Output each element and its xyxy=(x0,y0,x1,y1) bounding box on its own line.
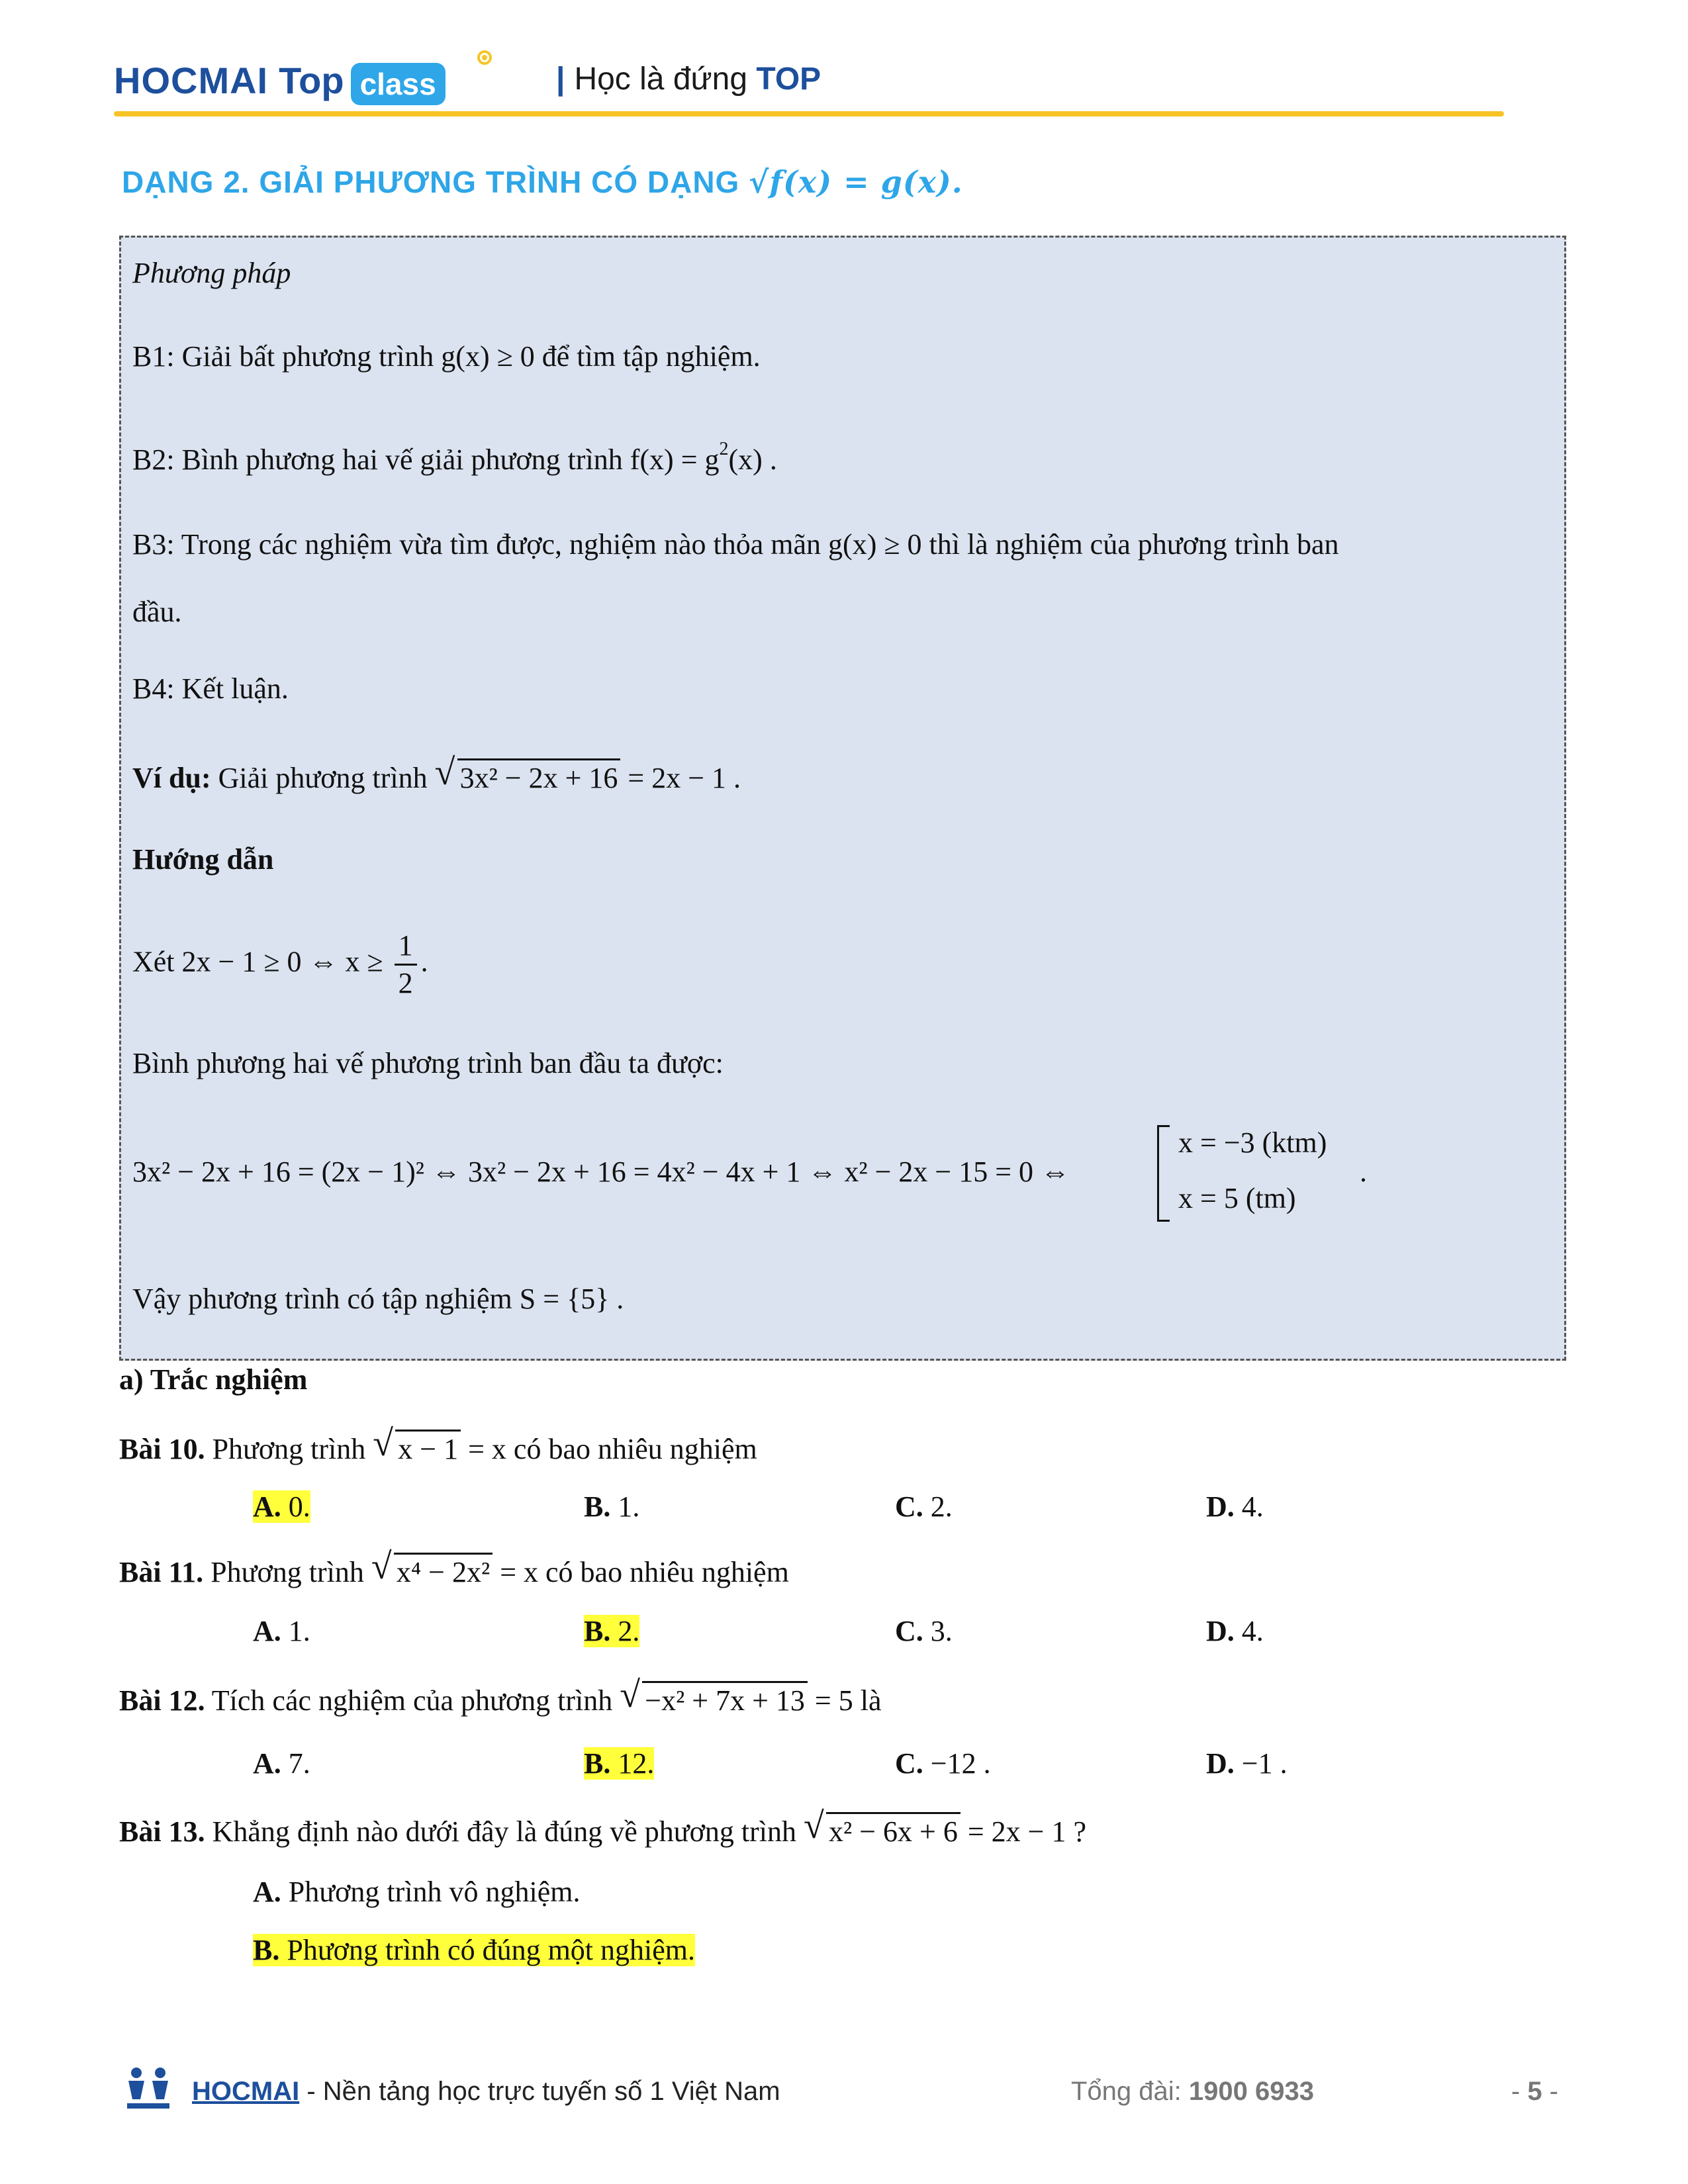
example-line xyxy=(132,752,741,796)
header-underline xyxy=(114,111,1504,116)
radical-sign-icon: √ xyxy=(620,1674,640,1715)
section-title-text: DẠNG 2. GIẢI PHƯƠNG TRÌNH CÓ DẠNG xyxy=(122,165,749,199)
logo-hocmai-text: HOCMAI xyxy=(114,59,269,101)
q11-option-b-value: 2. xyxy=(610,1615,640,1647)
chain-tail: . xyxy=(1360,1156,1367,1188)
q10-option-d-value: 4. xyxy=(1234,1490,1264,1523)
q12-option-c[interactable] xyxy=(895,1746,991,1782)
q12-option-d[interactable] xyxy=(1206,1746,1288,1782)
case-bracket xyxy=(1157,1125,1170,1222)
q12-option-a-value: 7. xyxy=(281,1747,310,1780)
question-10-text: Phương trình xyxy=(205,1433,373,1465)
page-number-suffix: - xyxy=(1542,2077,1558,2106)
step-b2-tail: . xyxy=(762,443,777,476)
step-b2 xyxy=(132,432,777,478)
q13-option-b-key: B. xyxy=(253,1934,280,1966)
question-12-after: = 5 là xyxy=(807,1684,882,1717)
question-12-label: Bài 12. xyxy=(119,1684,205,1717)
step-b1-formula: g(x) ≥ 0 xyxy=(441,340,535,373)
question-10-after: = x có bao nhiêu nghiệm xyxy=(461,1433,757,1465)
q11-option-d-key: D. xyxy=(1206,1615,1235,1647)
q11-option-a[interactable] xyxy=(253,1614,310,1649)
xet-line xyxy=(132,928,428,1001)
q10-option-c-value: 2. xyxy=(923,1490,953,1523)
question-13-radicand: x² − 6x + 6 xyxy=(826,1812,961,1850)
method-heading: Phương pháp xyxy=(132,257,291,289)
xet-tail: . xyxy=(420,945,428,978)
question-11-after: = x có bao nhiêu nghiệm xyxy=(492,1556,789,1588)
question-13-label: Bài 13. xyxy=(119,1815,205,1848)
xet-text: Xét 2x − 1 ≥ 0 ⇔ x ≥ xyxy=(132,945,391,978)
q10-option-c[interactable] xyxy=(895,1489,953,1525)
page-header xyxy=(114,44,1504,116)
q11-option-d-value: 4. xyxy=(1234,1615,1264,1647)
guide-heading: Hướng dẫn xyxy=(132,843,274,876)
fraction-denominator: 2 xyxy=(398,967,413,999)
q11-option-b[interactable] xyxy=(584,1614,639,1649)
q12-option-a-key: A. xyxy=(253,1747,281,1780)
radical-sign-icon: √ xyxy=(373,1423,393,1464)
q13-option-a-value: Phương trình vô nghiệm. xyxy=(281,1876,581,1908)
q10-option-b-value: 1. xyxy=(610,1490,640,1523)
question-13-radical xyxy=(804,1805,961,1850)
hotline-label: Tổng đài: xyxy=(1071,2077,1189,2106)
q12-option-d-key: D. xyxy=(1206,1747,1235,1780)
fraction-numerator: 1 xyxy=(395,928,417,966)
slogan-divider: | xyxy=(556,62,565,97)
q10-option-a[interactable] xyxy=(253,1489,310,1525)
question-12-text: Tích các nghiệm của phương trình xyxy=(205,1684,620,1717)
hocmai-people-logo-icon xyxy=(122,2065,175,2111)
footer-hotline xyxy=(1071,2077,1314,2107)
q11-option-c-value: 3. xyxy=(923,1615,953,1647)
page-number-value: 5 xyxy=(1527,2077,1542,2106)
step-b2-formula-sup: 2 xyxy=(719,439,729,459)
example-radical xyxy=(434,752,621,796)
question-13 xyxy=(119,1805,1087,1850)
hocmai-topclass-logo xyxy=(114,44,445,116)
q10-option-a-key: A. xyxy=(253,1490,281,1523)
radical-sign-icon: √ xyxy=(434,752,455,793)
page-number-prefix: - xyxy=(1511,2077,1528,2106)
q12-option-b-value: 12. xyxy=(610,1747,655,1780)
q10-option-b-key: B. xyxy=(584,1490,611,1523)
section-title xyxy=(122,164,963,200)
step-b4: B4: Kết luận. xyxy=(132,672,289,705)
equation-chain: 3x² − 2x + 16 = (2x − 1)² ⇔ 3x² − 2x + 16 = 4x² − 4x + 1 ⇔ x² − 2x − 15 = 0 ⇔ xyxy=(132,1156,1070,1188)
step-b2-formula-b: (x) xyxy=(728,443,763,476)
q13-option-b[interactable] xyxy=(253,1933,695,1968)
question-13-after: = 2x − 1 ? xyxy=(960,1815,1087,1848)
sun-icon xyxy=(475,48,494,68)
q10-option-d[interactable] xyxy=(1206,1489,1264,1525)
q10-option-d-key: D. xyxy=(1206,1490,1235,1523)
step-b3-tail: thì là nghiệm của phương trình ban xyxy=(921,528,1339,561)
quiz-heading: a) Trắc nghiệm xyxy=(119,1363,308,1396)
step-b2-text: B2: Bình phương hai vế giải phương trình xyxy=(132,443,630,476)
radical-sign-icon: √ xyxy=(804,1805,824,1846)
footer-tagline xyxy=(192,2077,780,2107)
step-b2-formula-a: f(x) = g xyxy=(630,443,720,476)
logo-top-text: Top xyxy=(279,59,344,101)
question-10 xyxy=(119,1423,757,1467)
q13-option-b-value: Phương trình có đúng một nghiệm. xyxy=(279,1934,696,1966)
question-11-text: Phương trình xyxy=(203,1556,371,1588)
section-title-formula: √f(x) = g(x). xyxy=(749,164,963,200)
page-footer xyxy=(122,2065,1565,2111)
q11-option-a-key: A. xyxy=(253,1615,281,1647)
fraction-one-half xyxy=(395,928,417,1001)
radical-sign-icon: √ xyxy=(371,1546,392,1587)
q11-option-c-key: C. xyxy=(895,1615,923,1647)
hotline-number: 1900 6933 xyxy=(1188,2077,1314,2106)
q10-option-b[interactable] xyxy=(584,1489,639,1525)
q12-option-d-value: −1 . xyxy=(1234,1747,1288,1780)
question-11 xyxy=(119,1546,789,1590)
step-b3-text: B3: Trong các nghiệm vừa tìm được, nghiệm nào thỏa mãn xyxy=(132,528,829,561)
q12-option-c-key: C. xyxy=(895,1747,923,1780)
logo-class-badge: class xyxy=(351,63,445,105)
footer-brand-link[interactable]: HOCMAI xyxy=(192,2077,300,2106)
slogan-bold: TOP xyxy=(756,62,821,97)
q13-option-a-key: A. xyxy=(253,1876,281,1908)
example-text: Giải phương trình xyxy=(211,762,435,794)
conclusion-line: Vậy phương trình có tập nghiệm S = {5} . xyxy=(132,1283,624,1315)
case-ktm: x = −3 (ktm) xyxy=(1178,1126,1327,1159)
step-b1-tail: để tìm tập nghiệm. xyxy=(534,340,761,373)
step-b3-formula: g(x) ≥ 0 xyxy=(828,528,922,561)
question-11-label: Bài 11. xyxy=(119,1556,204,1588)
footer-tagline-text: - Nền tảng học trực tuyến số 1 Việt Nam xyxy=(299,2077,780,2106)
example-rhs: = 2x − 1 . xyxy=(620,762,741,794)
case-tm: x = 5 (tm) xyxy=(1178,1182,1296,1214)
q12-option-c-value: −12 . xyxy=(923,1747,991,1780)
step-b3 xyxy=(132,527,1339,563)
header-slogan xyxy=(556,61,821,97)
step-b3-line2: đầu. xyxy=(132,596,182,628)
step-b1 xyxy=(132,339,761,375)
q12-option-b-key: B. xyxy=(584,1747,611,1780)
q13-option-a[interactable] xyxy=(253,1874,580,1910)
question-11-radicand: x⁴ − 2x² xyxy=(394,1553,492,1590)
question-12 xyxy=(119,1674,882,1719)
question-12-radical xyxy=(620,1674,808,1719)
square-line: Bình phương hai vế phương trình ban đầu ta được: xyxy=(132,1047,724,1079)
q12-option-a[interactable] xyxy=(253,1746,310,1782)
q11-option-a-value: 1. xyxy=(281,1615,310,1647)
example-label: Ví dụ: xyxy=(132,762,211,794)
step-b1-text: B1: Giải bất phương trình xyxy=(132,340,442,373)
slogan-text: Học là đứng xyxy=(574,62,757,97)
q10-option-c-key: C. xyxy=(895,1490,923,1523)
question-10-radicand: x − 1 xyxy=(395,1430,461,1467)
question-13-text: Khẳng định nào dưới đây là đúng về phương trình xyxy=(205,1815,804,1848)
question-10-label: Bài 10. xyxy=(119,1433,205,1465)
q12-option-b[interactable] xyxy=(584,1746,654,1782)
question-11-radical xyxy=(371,1546,492,1590)
question-12-radicand: −x² + 7x + 13 xyxy=(642,1681,808,1719)
q11-option-c[interactable] xyxy=(895,1614,953,1649)
question-10-radical xyxy=(373,1423,461,1467)
q11-option-b-key: B. xyxy=(584,1615,611,1647)
q11-option-d[interactable] xyxy=(1206,1614,1264,1649)
method-box xyxy=(119,236,1566,1361)
q10-option-a-value: 0. xyxy=(281,1490,310,1523)
page-number xyxy=(1511,2077,1558,2107)
example-radicand: 3x² − 2x + 16 xyxy=(457,758,621,796)
